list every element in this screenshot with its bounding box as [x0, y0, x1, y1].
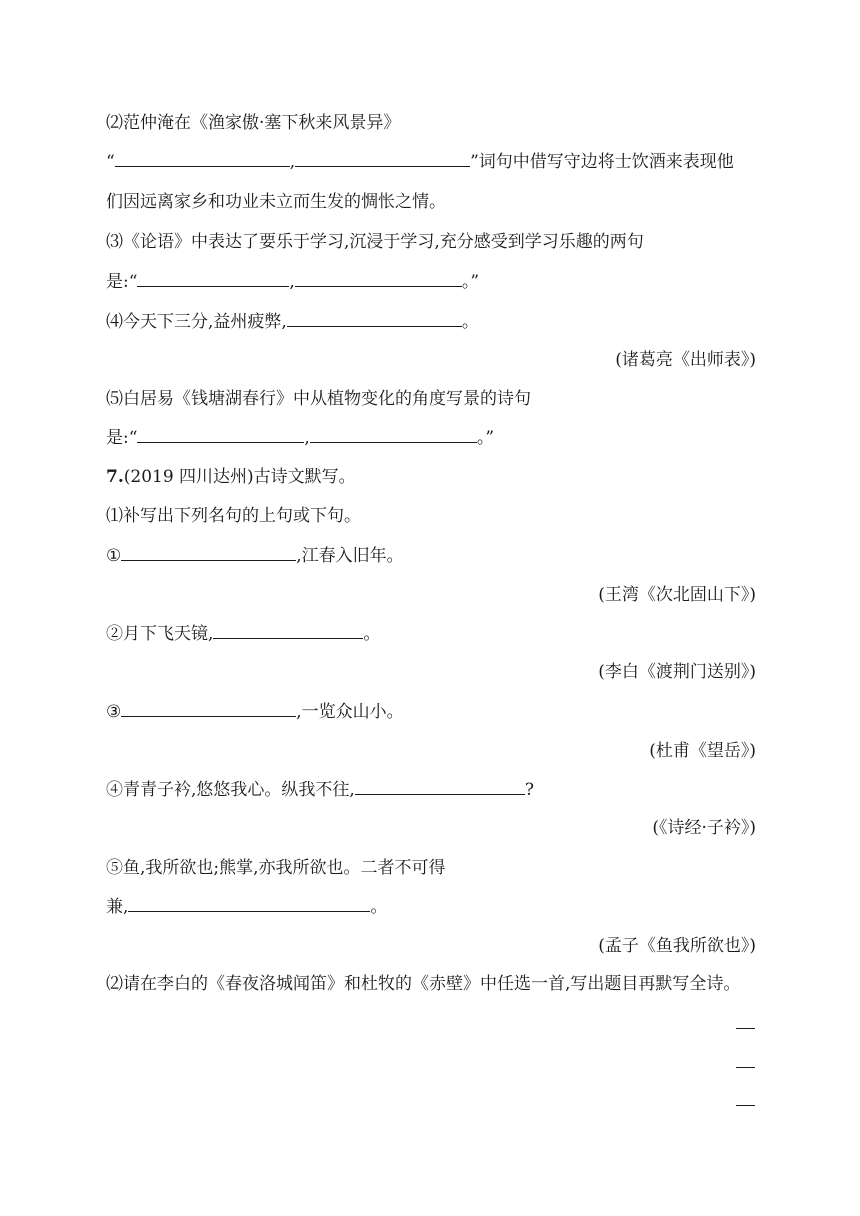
item3-tail: ,一览众山小。 [296, 702, 404, 722]
answer-blank-q7-1[interactable] [121, 545, 296, 561]
item5-end: 。 [370, 897, 388, 917]
q7-1-item5-line1: ⑤鱼,我所欲也;熊掌,亦我所欲也。二者不可得 [106, 858, 446, 878]
q6-4-end: 。 [461, 312, 479, 332]
q6-3-lead: 是:“ [106, 272, 138, 292]
q6-4-lead: ⑷今天下三分,益州疲弊, [106, 312, 287, 332]
item4-end: ? [524, 780, 534, 800]
q6-3-blank-line [106, 270, 756, 294]
answer-blank-q7-4[interactable] [355, 779, 525, 795]
q7-1-title: ⑴补写出下列名句的上句或下句。 [106, 506, 361, 526]
item5-source: (孟子《鱼我所欲也》) [598, 936, 756, 956]
q6-5-blank-line [106, 426, 756, 450]
q7-1-item2 [106, 622, 756, 646]
comma: , [304, 428, 310, 448]
q7-1-item5-line2 [106, 895, 756, 919]
answer-blank-q6-3a[interactable] [137, 271, 289, 287]
answer-blank-q6-5a[interactable] [137, 427, 304, 443]
item2-lead: ②月下飞天镜, [106, 624, 214, 644]
answer-blank-q6-4[interactable] [287, 311, 462, 327]
answer-blank-q6-2b[interactable] [295, 151, 470, 167]
q6-4-line [106, 310, 756, 334]
q6-2-line3: 们因远离家乡和功业未立而生发的惆怅之情。 [106, 192, 446, 212]
item4-source: (《诗经·子衿》) [652, 818, 756, 838]
answer-blank-q6-2a[interactable] [115, 151, 290, 167]
q7-1-item3 [106, 700, 756, 724]
q6-5-end: 。” [476, 428, 495, 448]
q6-2-blank-line [106, 150, 756, 174]
q6-3-end: 。” [461, 272, 480, 292]
question-number: 7. [106, 467, 124, 487]
q6-5-lead: 是:“ [106, 428, 138, 448]
q6-2-title: ⑵范仲淹在《渔家傲·塞下秋来风景异》 [106, 113, 401, 133]
item1-source: (王湾《次北固山下》) [598, 585, 756, 605]
q6-5-title: ⑸白居易《钱塘湖春行》中从植物变化的角度写景的诗句 [106, 389, 531, 409]
answer-blank-q7-2[interactable] [213, 623, 363, 639]
q6-4-source: (诸葛亮《出师表》) [615, 350, 756, 370]
item3-source: (杜甫《望岳》) [649, 741, 756, 761]
item2-source: (李白《渡荆门送别》) [598, 662, 756, 682]
item3-marker: ③ [106, 702, 122, 722]
q6-2-tail: ”词句中借写守边将士饮酒来表现他 [470, 152, 734, 172]
answer-blank-q7-5[interactable] [128, 896, 370, 912]
answer-blank-q6-5b[interactable] [310, 427, 477, 443]
q7-1-item1 [106, 544, 756, 568]
item2-end: 。 [363, 624, 381, 644]
answer-line[interactable] [736, 1067, 755, 1068]
q7-title: (2019 四川达州)古诗文默写。 [123, 467, 356, 487]
q6-3-title: ⑶《论语》中表达了要乐于学习,沉浸于学习,充分感受到学习乐趣的两句 [106, 232, 644, 252]
item1-marker: ① [106, 546, 122, 566]
q7-1-item4 [106, 778, 756, 802]
q7-heading [106, 465, 756, 489]
answer-line[interactable] [736, 1028, 755, 1029]
answer-blank-q7-3[interactable] [121, 701, 296, 717]
open-quote: “ [106, 152, 115, 172]
comma: , [289, 152, 296, 172]
item5-lead: 兼, [106, 897, 129, 917]
q7-2-title: ⑵请在李白的《春夜洛城闻笛》和杜牧的《赤壁》中任选一首,写出题目再默写全诗。 [106, 974, 741, 994]
answer-line[interactable] [736, 1105, 755, 1106]
comma: , [289, 272, 295, 292]
answer-blank-q6-3b[interactable] [295, 271, 462, 287]
item1-tail: ,江春入旧年。 [296, 546, 404, 566]
item4-lead: ④青青子衿,悠悠我心。纵我不往, [106, 780, 355, 800]
